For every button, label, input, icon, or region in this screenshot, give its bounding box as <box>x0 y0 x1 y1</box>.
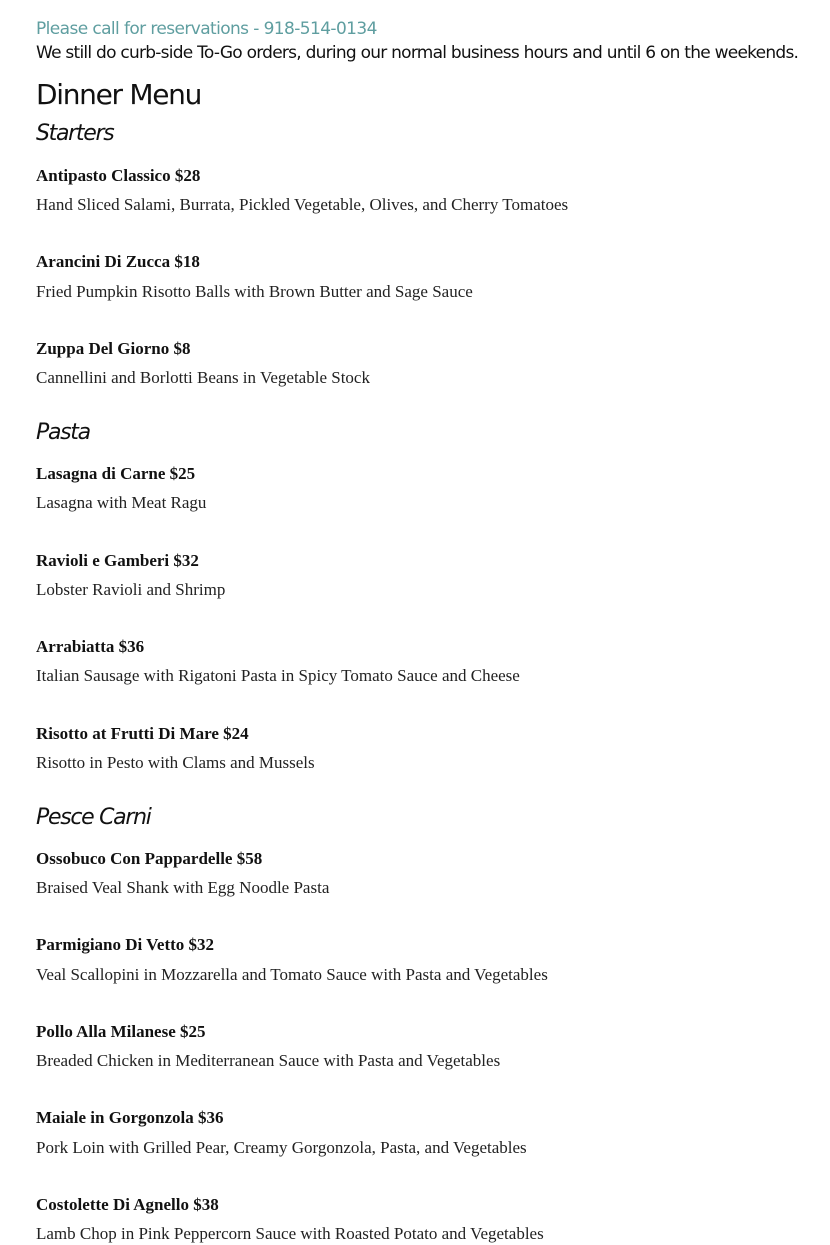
menu-item-description: Breaded Chicken in Mediterranean Sauce with Pasta and Vegetables <box>36 1051 501 1070</box>
menu-item-description: Braised Veal Shank with Egg Noodle Pasta <box>36 878 330 897</box>
menu-item-name: Pollo Alla Milanese $25 <box>36 1022 206 1041</box>
menu-item-description: Fried Pumpkin Risotto Balls with Brown Butter and Sage Sauce <box>36 282 473 301</box>
menu-item-description: Italian Sausage with Rigatoni Pasta in Spicy Tomato Sauce and Cheese <box>36 666 520 685</box>
menu-item-description: Hand Sliced Salami, Burrata, Pickled Vegetable, Olives, and Cherry Tomatoes <box>36 195 569 214</box>
menu-item-name: Risotto at Frutti Di Mare $24 <box>36 724 249 743</box>
menu-item-description: Veal Scallopini in Mozzarella and Tomato Sauce with Pasta and Vegetables <box>36 965 548 984</box>
section-heading-starters: Starters <box>36 121 114 146</box>
menu-item-name: Parmigiano Di Vetto $32 <box>36 935 215 954</box>
menu-item-name: Arancini Di Zucca $18 <box>36 252 200 271</box>
menu-item-description: Cannellini and Borlotti Beans in Vegetable Stock <box>36 368 370 387</box>
menu-item-description: Pork Loin with Grilled Pear, Creamy Gorgonzola, Pasta, and Vegetables <box>36 1138 527 1157</box>
menu-item-name: Zuppa Del Giorno $8 <box>36 339 191 358</box>
menu-item-name: Ravioli e Gamberi $32 <box>36 551 199 570</box>
menu-item-description: Lobster Ravioli and Shrimp <box>36 580 226 599</box>
section-heading-pasta: Pasta <box>36 420 90 445</box>
menu-item-description: Risotto in Pesto with Clams and Mussels <box>36 753 315 772</box>
menu-item-name: Costolette Di Agnello $38 <box>36 1195 219 1214</box>
menu-item-name: Lasagna di Carne $25 <box>36 464 196 483</box>
togo-notice: We still do curb-side To-Go orders, during our normal business hours and until 6 on the weekends. <box>36 43 799 63</box>
section-heading-pesce-carni: Pesce Carni <box>36 805 151 830</box>
menu-item-description: Lamb Chop in Pink Peppercorn Sauce with Roasted Potato and Vegetables <box>36 1224 544 1243</box>
page-title: Dinner Menu <box>36 78 202 111</box>
menu-item-description: Lasagna with Meat Ragu <box>36 493 207 512</box>
menu-item-name: Arrabiatta $36 <box>36 637 145 656</box>
menu-item-name: Antipasto Classico $28 <box>36 166 201 185</box>
reservation-phone-line: Please call for reservations - 918-514-0134 <box>36 19 377 39</box>
menu-item-name: Maiale in Gorgonzola $36 <box>36 1108 224 1127</box>
menu-item-name: Ossobuco Con Pappardelle $58 <box>36 849 263 868</box>
